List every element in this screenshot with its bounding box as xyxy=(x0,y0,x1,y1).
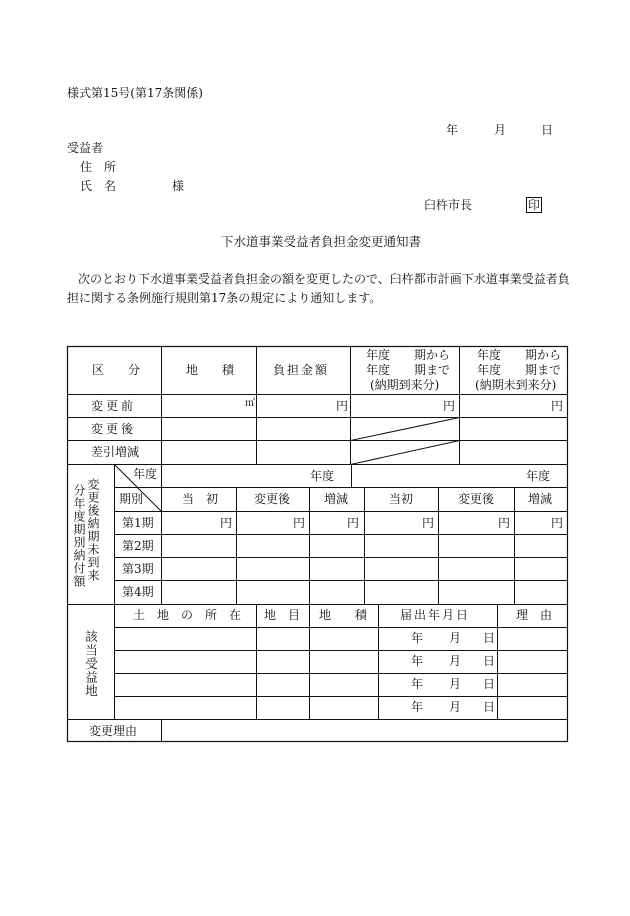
sub-header-initial-1: 当 初 xyxy=(182,492,219,506)
land-header-reason: 理 由 xyxy=(516,608,553,622)
land-header-location: 土 地 の 所 在 xyxy=(133,608,242,622)
diag-kibetsu: 期別 xyxy=(119,492,144,506)
land-side-label: 該当受益地 xyxy=(83,630,99,698)
row-before-label: 変更前 xyxy=(91,399,137,413)
issuer-title: 臼杵市長 xyxy=(424,198,473,212)
period-4: 第4期 xyxy=(122,585,154,599)
recipient-name-label: 氏 名 xyxy=(80,179,117,193)
sub-header-after-1: 変更後 xyxy=(254,492,291,506)
date-month: 月 xyxy=(494,123,507,137)
land-row3-year: 年 xyxy=(411,677,424,691)
land-row1-month: 月 xyxy=(449,631,462,645)
date-day: 日 xyxy=(541,123,554,137)
land-row4-month: 月 xyxy=(449,700,462,714)
period2-line3: (納期未到来分) xyxy=(475,378,557,392)
land-row2-year: 年 xyxy=(411,654,424,668)
header-futan: 負担金額 xyxy=(273,363,330,377)
body-line-1: 次のとおり下水道事業受益者負担金の額を変更したので、臼杵都市計画下水道事業受益者負 xyxy=(78,272,570,286)
p1-yen-5: 円 xyxy=(498,516,511,530)
recipient-label: 受益者 xyxy=(67,141,104,155)
sub-header-diff-1: 増減 xyxy=(324,492,349,506)
land-header-chimoku: 地 目 xyxy=(264,608,301,622)
period2-line2: 年度 期まで xyxy=(477,363,562,377)
document-title: 下水道事業受益者負担金変更通知書 xyxy=(221,234,422,249)
body-line-2: 担に関する条例施行規則第17条の規定により通知します。 xyxy=(67,291,382,305)
land-row3-day: 日 xyxy=(483,677,496,691)
p1-yen-6: 円 xyxy=(551,516,564,530)
header-kubun: 区 分 xyxy=(92,363,141,377)
side-label-col2: 分年度期別納付額 xyxy=(72,484,86,588)
land-row2-day: 日 xyxy=(483,654,496,668)
row-before-yen-2: 円 xyxy=(443,399,456,413)
nendo-2: 年度 xyxy=(526,469,551,483)
p1-yen-3: 円 xyxy=(347,516,360,530)
side-label-col1: 変更後納期未到来 xyxy=(86,478,100,582)
reason-label: 変更理由 xyxy=(89,724,138,738)
land-row1-day: 日 xyxy=(483,631,496,645)
nendo-1: 年度 xyxy=(310,469,335,483)
period1-line1: 年度 期から xyxy=(366,348,451,362)
recipient-address-label: 住 所 xyxy=(80,160,117,174)
land-row2-month: 月 xyxy=(449,654,462,668)
period-3: 第3期 xyxy=(122,562,154,576)
row-before-m2: ㎡ xyxy=(245,398,255,409)
sub-header-after-2: 変更後 xyxy=(458,492,495,506)
sub-header-diff-2: 増減 xyxy=(528,492,553,506)
land-header-date: 届出年月日 xyxy=(400,608,471,622)
period2-line1: 年度 期から xyxy=(477,348,562,362)
date-year: 年 xyxy=(446,123,459,137)
diag-nendo: 年度 xyxy=(133,467,158,481)
row-after-label: 変更後 xyxy=(91,422,137,436)
seal-mark: 印 xyxy=(528,198,541,212)
p1-yen-1: 円 xyxy=(220,516,233,530)
form-number: 様式第15号(第17条関係) xyxy=(67,86,203,100)
period-1: 第1期 xyxy=(122,516,154,530)
land-row4-day: 日 xyxy=(483,700,496,714)
land-row3-month: 月 xyxy=(449,677,462,691)
row-diff-label: 差引増減 xyxy=(91,445,140,459)
land-row4-year: 年 xyxy=(411,700,424,714)
p1-yen-2: 円 xyxy=(293,516,306,530)
period1-line3: (納期到来分) xyxy=(370,378,440,392)
row-before-yen-3: 円 xyxy=(551,399,564,413)
period-2: 第2期 xyxy=(122,539,154,553)
row-before-yen-1: 円 xyxy=(336,399,349,413)
period1-line2: 年度 期まで xyxy=(366,363,451,377)
header-chiseki: 地 積 xyxy=(186,363,235,377)
sub-header-initial-2: 当初 xyxy=(389,492,414,506)
p1-yen-4: 円 xyxy=(422,516,435,530)
recipient-sama: 様 xyxy=(172,179,185,193)
land-header-chiseki: 地 積 xyxy=(319,608,368,622)
land-row1-year: 年 xyxy=(411,631,424,645)
